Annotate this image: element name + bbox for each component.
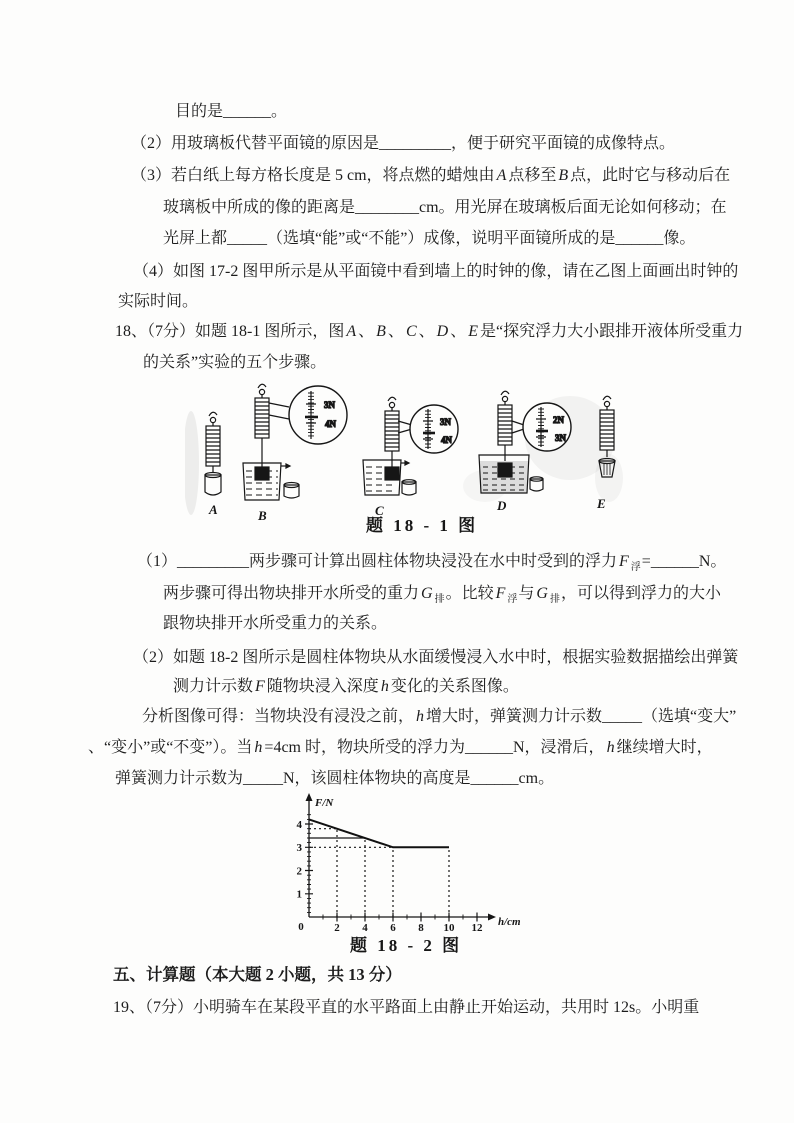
magnifier-B xyxy=(269,386,347,444)
x-tick-4: 4 xyxy=(362,922,368,934)
y-tick-3: 3 xyxy=(296,842,302,855)
q18-part2: （2）如题 18-2 图所示是圆柱体物块从水面缓慢浸入水中时，根据实验数据描绘出弹簧 xyxy=(133,649,739,666)
q17-item3: （3）若白纸上每方格长度是 5 cm，将点燃的蜡烛由 A 点移至 B 点，此时它与移动后在 xyxy=(131,167,731,184)
magnifier-b-lower-reading: 4N xyxy=(325,419,336,429)
x-tick-2: 2 xyxy=(334,922,340,934)
q18-intro: 18、（7分）如题 18-1 图所示，图 A 、 B 、 C 、 D 、 E 是“探究浮力大小跟排开液体所受重力 xyxy=(115,323,744,340)
setup-label-B: B xyxy=(258,508,267,523)
q18-analysis-cont2: 弹簧测力计示数为_____N，该圆柱体物块的高度是______cm。 xyxy=(115,770,555,787)
q17-item4: （4）如图 17-2 图甲所示是从平面镜中看到墙上的时钟的像，请在乙图上面画出时钟的 xyxy=(133,263,739,280)
setup-C xyxy=(363,397,416,495)
q18-part1: （1）_________两步骤可计算出圆柱体物块浸没在水中时受到的浮力 F $_浮$=______N。 xyxy=(137,553,727,573)
x-tick-10: 10 xyxy=(443,922,455,934)
q18-part1-cont2: 跟物块排开水所受重力的关系。 xyxy=(163,615,388,632)
q18-analysis: 分析图像可得：当物块没有浸没之前， h 增大时，弹簧测力计示数_____（选填“变大” xyxy=(142,708,737,725)
q19-intro: 19、（7分）小明骑车在某段平直的水平路面上由静止开始运动，共用时 12s。小明重 xyxy=(113,999,700,1016)
figure-18-1-caption: 题 18 - 1 图 xyxy=(366,516,479,535)
y-tick-1: 1 xyxy=(296,888,302,901)
y-tick-labels xyxy=(297,819,303,901)
setup-A xyxy=(205,412,221,495)
q18-part1-cont1: 两步骤可得出物块排开水所受的重力 G $_排$。比较 F $_浮$与 G $_排$，可以得到浮力的大小 xyxy=(163,585,721,605)
magnifier-D xyxy=(512,403,571,451)
setup-label-D: D xyxy=(497,498,507,513)
x-axis-label: h/cm xyxy=(498,916,521,928)
q18-part2-cont: 测力计示数 F 随物块浸入深度 h 变化的关系图像。 xyxy=(173,678,519,695)
magnifier-c-lower-reading: 4N xyxy=(441,435,452,445)
q18-intro-cont: 的关系”实验的五个步骤。 xyxy=(143,354,327,371)
q17-item3-cont1: 玻璃板中所成的像的距离是________cm。用光屏在玻璃板后面无论如何移动；在 xyxy=(163,199,727,216)
x-tick-0: 0 xyxy=(298,921,304,933)
y-tick-2: 2 xyxy=(296,865,302,878)
figure-18-2-caption: 题 18 - 2 图 xyxy=(350,936,463,955)
setup-label-E: E xyxy=(597,496,606,511)
magnifier-d-upper-reading: 2N xyxy=(553,415,564,425)
q17-item4-cont: 实际时间。 xyxy=(118,293,199,310)
magnifier-b-upper-reading: 3N xyxy=(324,400,335,410)
magnifier-c-upper-reading: 3N xyxy=(440,417,451,427)
magnifier-C xyxy=(398,405,458,453)
figure-18-2-graph xyxy=(285,790,545,940)
x-tick-6: 6 xyxy=(390,922,396,934)
setup-B xyxy=(243,384,299,500)
q17-item2: （2）用玻璃板代替平面镜的原因是_________，便于研究平面镜的成像特点。 xyxy=(131,135,676,152)
y-tick-4: 4 xyxy=(296,818,302,831)
q18-analysis-cont1: 、“变小”或“不变”）。当 h =4cm 时，物块所受的浮力为______N，浸滑后， h 继续增大时， xyxy=(88,739,713,756)
section-5-heading: 五、计算题（本大题 2 小题，共 13 分） xyxy=(113,965,402,984)
setup-label-A: A xyxy=(209,502,218,517)
x-tick-8: 8 xyxy=(418,922,424,934)
magnifier-d-lower-reading: 3N xyxy=(555,433,566,443)
graph-curve-F-vs-h xyxy=(309,819,449,847)
y-axis-label: F/N xyxy=(315,797,334,809)
x-tick-12: 12 xyxy=(471,922,483,934)
graph-axes xyxy=(305,793,496,922)
q17-purpose-line: 目的是______。 xyxy=(175,103,288,120)
q17-item3-cont2: 光屏上都_____（选填“能”或“不能”）成像，说明平面镜所成的是______像。 xyxy=(163,230,696,247)
setup-label-C: C xyxy=(375,503,384,518)
